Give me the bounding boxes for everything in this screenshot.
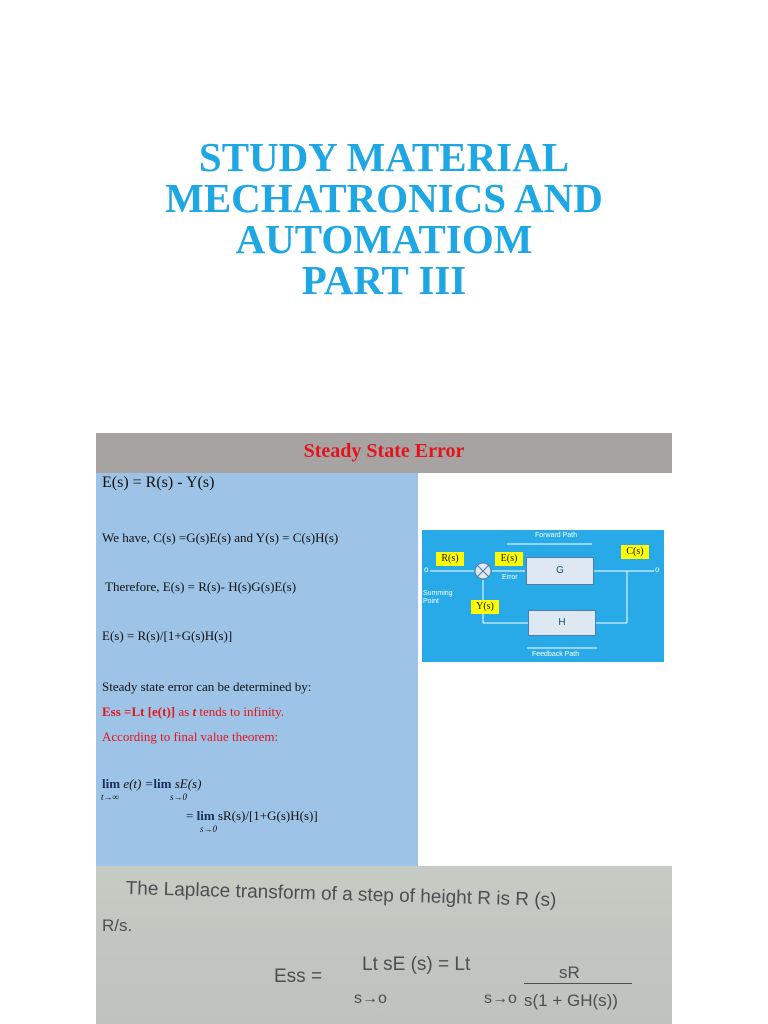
y-label-box: Y(s) <box>471 600 499 614</box>
lim-expr-1: e(t) = <box>120 776 154 791</box>
ess-rest: tends to infinity. <box>196 704 285 719</box>
g-block: G <box>526 557 594 585</box>
output-node: o <box>655 565 660 574</box>
handwritten-notes-photo <box>96 866 672 1024</box>
error-equation: E(s) = R(s) - Y(s) <box>102 474 215 491</box>
photo-s-to-0-a: s→o <box>354 990 387 1007</box>
determined-by-text: Steady state error can be determined by: <box>102 679 312 694</box>
title-line-4: PART III <box>301 257 467 303</box>
slide-header: Steady State Error <box>96 433 672 473</box>
ess-as: as <box>175 704 193 719</box>
photo-numerator: sR <box>559 963 580 982</box>
lim-word-1: lim <box>102 776 121 791</box>
lim-sub-2: s→0 <box>170 792 188 802</box>
title-line-1: STUDY MATERIAL <box>198 134 570 180</box>
photo-fraction-bar <box>524 983 632 984</box>
lim-expr-2: sE(s) <box>171 776 202 791</box>
content-panel <box>96 473 418 866</box>
photo-s-to-0-b: s→o <box>484 990 517 1007</box>
document-title <box>0 134 768 303</box>
input-node: o <box>424 565 429 574</box>
lim-word-2: lim <box>153 776 172 791</box>
r-label-box: R(s) <box>436 552 464 566</box>
lim-expr-3: sR(s)/[1+G(s)H(s)] <box>214 808 318 823</box>
forward-path-label: Forward Path <box>535 532 578 539</box>
photo-denominator: s(1 + GH(s)) <box>524 991 618 1010</box>
h-block: H <box>528 610 596 636</box>
lim3-prefix: = <box>186 808 197 823</box>
photo-ess: Ess = <box>274 966 323 987</box>
closed-loop-error: E(s) = R(s)/[1+G(s)H(s)] <box>102 628 233 643</box>
feedback-path-label: Feedback Path <box>532 651 580 658</box>
lim-sub-1: t→∞ <box>101 792 119 802</box>
final-value-theorem: According to final value theorem: <box>102 729 279 744</box>
lim-word-3: lim <box>196 808 215 823</box>
ess-t: t <box>192 704 197 719</box>
therefore-equation: Therefore, E(s) = R(s)- H(s)G(s)E(s) <box>105 579 297 594</box>
limit-expression-1 <box>102 776 201 792</box>
photo-line-laplace: The Laplace transform of a step of height R is R (s) <box>125 878 557 912</box>
limit-expression-2 <box>186 808 318 824</box>
e-label-box: E(s) <box>495 552 523 566</box>
ess-bold: Ess =Lt [e(t)] <box>102 704 176 719</box>
ess-definition <box>102 704 284 720</box>
lim-sub-3: s→0 <box>200 824 218 834</box>
error-label: Error <box>502 574 518 581</box>
c-label-box: C(s) <box>621 545 649 559</box>
photo-line-rs: R/s. <box>102 916 133 935</box>
summing-point-label: Summing Point <box>423 590 453 605</box>
title-line-2: MECHATRONICS AND <box>165 175 603 221</box>
transfer-relations: We have, C(s) =G(s)E(s) and Y(s) = C(s)H(s) <box>102 530 339 545</box>
feedback-block-diagram <box>422 530 664 662</box>
title-line-3: AUTOMATIOM <box>235 216 533 262</box>
photo-lt-expression: Lt sE (s) = Lt <box>362 954 471 975</box>
